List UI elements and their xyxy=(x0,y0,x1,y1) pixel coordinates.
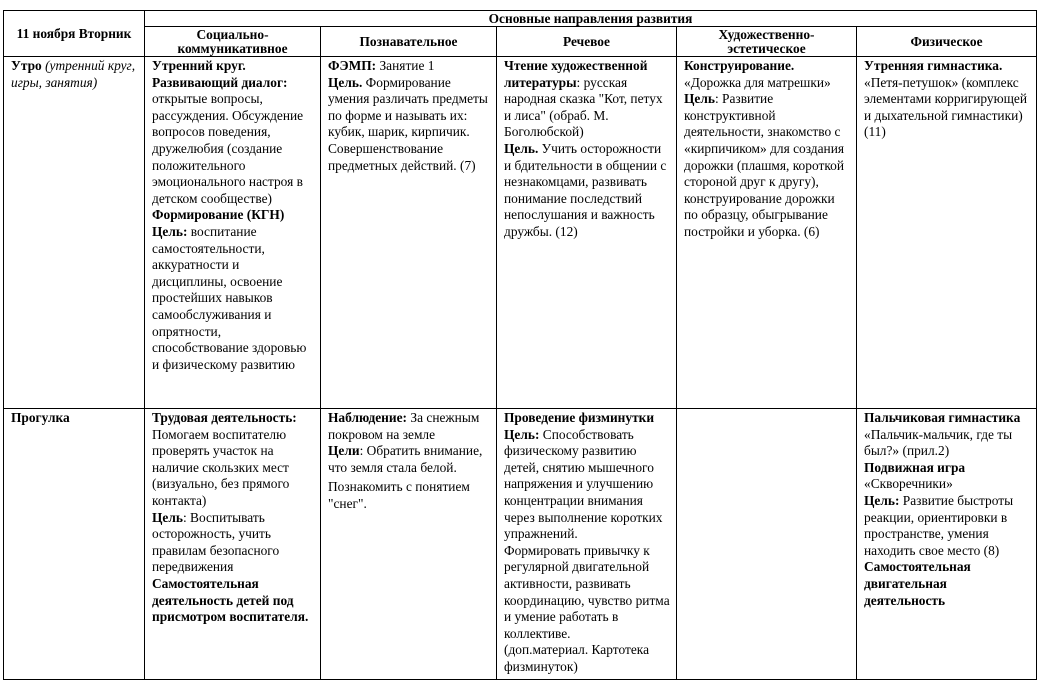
walk-label-cell xyxy=(4,409,145,680)
walk-cognitive-cell xyxy=(321,409,497,680)
gymnastics-text: «Петя-петушок» (комплекс элементами корригирующей и дыхательной гимнастики) (11) xyxy=(864,74,1028,140)
column-header-speech: Речевое xyxy=(497,27,677,57)
column-header-physical: Физическое xyxy=(857,27,1037,57)
morning-label: Утро xyxy=(11,58,42,73)
dialog-text: открытые вопросы, рассуждения. Обсуждение вопросов поведения, дружелюбия (создание положительного эмоционального настроя в детском сообществе) xyxy=(152,91,304,206)
outdoor-game-goal-label: Цель: xyxy=(864,492,900,508)
labor-text: Помогаем воспитателю проверять участок на наличие скользких мест (визуально, без прямого контакта) xyxy=(152,426,290,508)
femp-goal-text: Формирование умения различать предметы по форме и называть их: кубик, шарик, кирпичик. Совершенствование предметных действий. (7) xyxy=(328,74,488,173)
outdoor-game-name: «Скворечники» xyxy=(864,476,953,492)
walk-row xyxy=(4,409,1037,680)
reading-goal-text: Учить осторожности и бдительности в общении с незнакомцами, развивать понимание последствий непослушания и важность дружбы. (12) xyxy=(504,140,667,239)
femp-title: ФЭМП: xyxy=(328,58,377,73)
independent-activity: Самостоятельная деятельность детей под присмотром воспитателя. xyxy=(152,575,309,625)
fizminutka-goal-text-2: Формировать привычку к регулярной двигательной активности, развивать координацию, чувство ритма и умение работать в коллективе. xyxy=(504,542,670,641)
outdoor-game-goal-text: Развитие быстроты реакции, ориентировки в пространстве, умения находить свое место (8) xyxy=(864,492,1014,558)
fizminutka-title: Проведение физминутки xyxy=(504,410,655,425)
walk-speech-cell xyxy=(497,409,677,680)
walk-social-cell xyxy=(145,409,321,680)
plan-table xyxy=(3,10,1037,680)
observation-goal-label: Цели xyxy=(328,443,360,459)
observation-text: За снежным покровом на земле xyxy=(328,410,480,442)
gymnastics-title: Утренняя гимнастика. xyxy=(864,58,1003,73)
observation-title: Наблюдение: xyxy=(328,410,408,425)
observation-extra: Познакомить с понятием "снег". xyxy=(328,479,470,511)
femp-goal-label: Цель. xyxy=(328,74,363,90)
reading-title: Чтение художественной литературы xyxy=(504,58,648,90)
labor-goal-label: Цель xyxy=(152,509,183,525)
walk-art-cell xyxy=(677,409,857,680)
outdoor-game-title: Подвижная игра xyxy=(864,459,966,475)
finger-gym-title: Пальчиковая гимнастика xyxy=(864,410,1021,425)
morning-social-cell xyxy=(145,57,321,409)
morning-row xyxy=(4,57,1037,409)
finger-gym-text: «Пальчик-мальчик, где ты был?» (прил.2) xyxy=(864,426,1013,459)
walk-label: Прогулка xyxy=(11,410,70,425)
morning-label-cell xyxy=(4,57,145,409)
fizminutka-goal-text: Способствовать физическому развитию детей, снятию мышечного напряжения и улучшению концентрации внимания через выполнение коротких упражнений. xyxy=(504,426,663,542)
construction-title: Конструирование. xyxy=(684,58,795,73)
reading-text: : русская народная сказка "Кот, петух и лиса" (обраб. М. Боголюбской) xyxy=(504,74,663,140)
fizminutka-goal-label: Цель: xyxy=(504,426,540,442)
morning-art-cell xyxy=(677,57,857,409)
reading-goal-label: Цель. xyxy=(504,140,539,156)
column-header-social: Социально-коммуникативное xyxy=(145,27,321,57)
kgn-goal-label: Цель: xyxy=(152,223,188,239)
morning-cognitive-cell xyxy=(321,57,497,409)
walk-physical-cell xyxy=(857,409,1037,680)
morning-physical-cell xyxy=(857,57,1037,409)
column-header-art: Художественно-эстетическое xyxy=(677,27,857,57)
femp-lesson: Занятие 1 xyxy=(379,58,435,73)
column-header-cognitive: Познавательное xyxy=(321,27,497,57)
labor-goal-text: : Воспитывать осторожность, учить правилам безопасного передвижения xyxy=(152,509,280,575)
dialog-title: Развивающий диалог: xyxy=(152,74,288,90)
kgn-title: Формирование (КГН) xyxy=(152,207,285,223)
independent-motor-activity: Самостоятельная двигательная деятельность xyxy=(864,559,971,608)
morning-note: (утренний круг, игры, занятия) xyxy=(11,58,136,90)
day-header: 11 ноября Вторник xyxy=(4,11,145,57)
construction-name: «Дорожка для матрешки» xyxy=(684,74,831,90)
main-directions-header: Основные направления развития xyxy=(145,11,1037,27)
kgn-goal-text: воспитание самостоятельности, аккуратности и дисциплины, освоение простейших навыков самообслуживания и опрятности, способствование здоровью и физическому развитию xyxy=(152,223,307,372)
observation-goal-text: : Обратить внимание, что земля стала белой. xyxy=(328,443,483,475)
labor-title: Трудовая деятельность: xyxy=(152,410,297,425)
morning-speech-cell xyxy=(497,57,677,409)
morning-circle-title: Утренний круг. xyxy=(152,58,246,73)
construction-goal-label: Цель xyxy=(684,91,715,107)
fizminutka-extra: (доп.материал. Картотека физминуток) xyxy=(504,642,650,674)
construction-goal-text: : Развитие конструктивной деятельности, знакомство с «кирпичиком» для создания дорожки (плашмя, короткой стороной друг к другу), конструирование дорожки по образцу, обыгрывание постройки и уборка. (6) xyxy=(684,91,845,239)
